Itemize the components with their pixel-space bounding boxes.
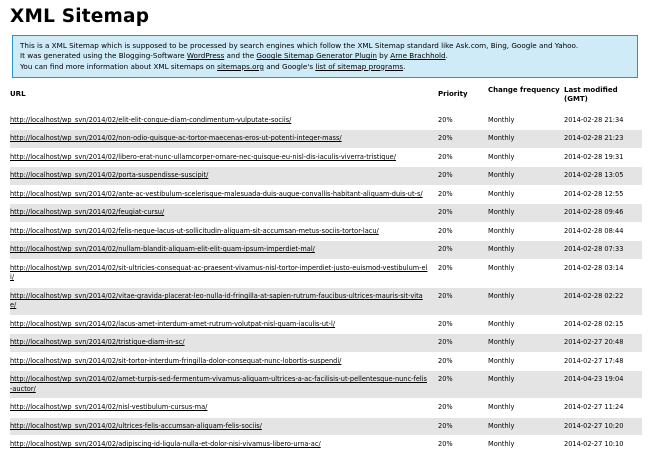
intro-line-2-mid: and the <box>224 51 257 61</box>
last-modified-column-header: Last modified (GMT) <box>564 85 618 104</box>
table-header-row <box>10 84 642 112</box>
change-frequency-cell: Monthly <box>488 241 564 260</box>
priority-cell: 20% <box>438 315 488 334</box>
last-modified-cell: 2014-02-28 02:15 <box>564 315 642 334</box>
url-link[interactable]: http://localhost/wp_svn/2014/02/ultrices-felis-accumsan-aliquam-felis-sociis/ <box>10 421 262 430</box>
table-row <box>10 204 642 223</box>
url-link[interactable]: http://localhost/wp_svn/2014/02/felis-neque-lacus-ut-sollicitudin-aliquam-sit-accumsan-metus-sociis-tortor-lacu/ <box>10 226 379 235</box>
sitemap-programs-link[interactable]: list of sitemap programs <box>315 61 404 71</box>
url-cell <box>10 130 438 149</box>
url-link[interactable]: http://localhost/wp_svn/2014/02/feugiat-cursu/ <box>10 208 165 217</box>
last-modified-cell: 2014-02-28 12:55 <box>564 185 642 204</box>
table-row <box>10 287 642 315</box>
url-link[interactable]: http://localhost/wp_svn/2014/02/elit-elit-conque-diam-condimentum-vulputate-sociis/ <box>10 115 292 124</box>
table-row <box>10 417 642 436</box>
priority-cell: 20% <box>438 130 488 149</box>
last-modified-cell: 2014-02-27 17:48 <box>564 352 642 371</box>
intro-line-2 <box>20 51 630 61</box>
url-link[interactable]: http://localhost/wp_svn/2014/02/porta-suspendisse-suscipit/ <box>10 171 209 180</box>
url-cell <box>10 436 438 455</box>
table-row <box>10 112 642 130</box>
table-row <box>10 399 642 418</box>
change-frequency-column-header: Change frequency <box>488 85 560 94</box>
priority-cell: 20% <box>438 204 488 223</box>
sitemap-table <box>10 84 642 455</box>
url-link[interactable]: http://localhost/wp_svn/2014/02/tristique-diam-in-sc/ <box>10 338 185 347</box>
url-cell <box>10 371 438 399</box>
table-row <box>10 148 642 167</box>
change-frequency-cell: Monthly <box>488 185 564 204</box>
table-row <box>10 241 642 260</box>
change-frequency-cell: Monthly <box>488 417 564 436</box>
priority-cell: 20% <box>438 417 488 436</box>
change-frequency-cell: Monthly <box>488 436 564 455</box>
priority-cell: 20% <box>438 334 488 353</box>
table-row <box>10 167 642 186</box>
change-frequency-cell: Monthly <box>488 352 564 371</box>
url-cell <box>10 352 438 371</box>
url-cell <box>10 167 438 186</box>
last-modified-cell: 2014-02-28 13:05 <box>564 167 642 186</box>
page-title: XML Sitemap <box>10 6 150 27</box>
last-modified-cell: 2014-02-27 10:10 <box>564 436 642 455</box>
change-frequency-cell: Monthly <box>488 315 564 334</box>
last-modified-cell: 2014-02-28 03:14 <box>564 259 642 287</box>
priority-cell: 20% <box>438 241 488 260</box>
change-frequency-cell: Monthly <box>488 287 564 315</box>
change-frequency-cell: Monthly <box>488 112 564 130</box>
url-cell <box>10 222 438 241</box>
url-cell <box>10 417 438 436</box>
url-cell <box>10 334 438 353</box>
change-frequency-cell: Monthly <box>488 371 564 399</box>
url-link[interactable]: http://localhost/wp_svn/2014/02/ante-ac-vestibulum-scelerisque-malesuada-duis-augue-convallis-habitant-aliquam-duis-ut-s/ <box>10 189 423 198</box>
last-modified-cell: 2014-02-28 09:46 <box>564 204 642 223</box>
priority-cell: 20% <box>438 259 488 287</box>
url-cell <box>10 148 438 167</box>
table-row <box>10 371 642 399</box>
intro-line-3 <box>20 62 630 72</box>
intro-line-2-by: by <box>376 51 391 61</box>
url-link[interactable]: http://localhost/wp_svn/2014/02/libero-erat-nunc-ullamcorper-ornare-nec-quisque-eu-nisl-dis-iaculis-viverra-tristique/ <box>10 152 396 161</box>
change-frequency-cell: Monthly <box>488 259 564 287</box>
priority-cell: 20% <box>438 185 488 204</box>
last-modified-cell: 2014-02-28 21:34 <box>564 112 642 130</box>
change-frequency-cell: Monthly <box>488 334 564 353</box>
change-frequency-cell: Monthly <box>488 167 564 186</box>
wordpress-link[interactable]: WordPress <box>186 51 225 61</box>
url-link[interactable]: http://localhost/wp_svn/2014/02/vitae-gravida-placerat-leo-nulla-id-fringilla-at-sapien-rutrum-faucibus-ultrices-mauris-sit-vitae/ <box>10 291 423 310</box>
table-row <box>10 315 642 334</box>
url-cell <box>10 315 438 334</box>
url-cell <box>10 204 438 223</box>
last-modified-cell: 2014-02-28 19:31 <box>564 148 642 167</box>
last-modified-cell: 2014-02-27 20:48 <box>564 334 642 353</box>
change-frequency-cell: Monthly <box>488 399 564 418</box>
sitemap-generator-plugin-link[interactable]: Google Sitemap Generator Plugin <box>256 51 377 61</box>
url-cell <box>10 399 438 418</box>
url-link[interactable]: http://localhost/wp_svn/2014/02/amet-turpis-sed-fermentum-vivamus-aliquam-ultrices-a-ac-facilisis-ut-pellentesque-nunc-felis-auctor/ <box>10 375 427 393</box>
priority-cell: 20% <box>438 148 488 167</box>
priority-column-header: Priority <box>438 89 468 98</box>
intro-box <box>12 35 638 78</box>
last-modified-cell: 2014-02-28 02:22 <box>564 287 642 315</box>
priority-cell: 20% <box>438 167 488 186</box>
url-cell <box>10 287 438 315</box>
url-cell <box>10 112 438 130</box>
change-frequency-cell: Monthly <box>488 222 564 241</box>
priority-cell: 20% <box>438 287 488 315</box>
priority-cell: 20% <box>438 371 488 399</box>
intro-line-3-text: You can find more information about XML sitemaps on <box>20 61 218 71</box>
priority-cell: 20% <box>438 112 488 130</box>
url-link[interactable]: http://localhost/wp_svn/2014/02/sit-tortor-interdum-fringilla-dolor-consequat-nunc-lobortis-suspendi/ <box>10 356 342 365</box>
table-row <box>10 185 642 204</box>
sitemaps-org-link[interactable]: sitemaps.org <box>217 61 264 71</box>
intro-line-2-text: It was generated using the Blogging-Software <box>20 51 187 61</box>
table-row <box>10 130 642 149</box>
author-link[interactable]: Arne Brachhold <box>390 51 446 61</box>
url-cell <box>10 185 438 204</box>
table-row <box>10 436 642 455</box>
intro-line-1: This is a XML Sitemap which is supposed to be processed by search engines which follow the XML Sitemap standard like Ask.com, Bing, Google and Yahoo. <box>20 41 579 50</box>
url-column-header: URL <box>10 89 26 98</box>
priority-cell: 20% <box>438 399 488 418</box>
last-modified-cell: 2014-02-28 07:33 <box>564 241 642 260</box>
last-modified-cell: 2014-04-23 19:04 <box>564 371 642 399</box>
url-cell <box>10 259 438 287</box>
change-frequency-cell: Monthly <box>488 148 564 167</box>
intro-line-3-mid: and Google's <box>263 61 316 71</box>
change-frequency-cell: Monthly <box>488 130 564 149</box>
url-link[interactable]: http://localhost/wp_svn/2014/02/non-odio-quisque-ac-tortor-maecenas-eros-ut-potenti-integer-mass/ <box>10 134 342 143</box>
intro-line-2-end: . <box>445 51 448 61</box>
change-frequency-cell: Monthly <box>488 204 564 223</box>
priority-cell: 20% <box>438 436 488 455</box>
url-cell <box>10 241 438 260</box>
url-link[interactable]: http://localhost/wp_svn/2014/02/lacus-amet-interdum-amet-rutrum-volutpat-nisl-quam-iaculis-ut-l/ <box>10 319 336 328</box>
last-modified-cell: 2014-02-27 10:20 <box>564 417 642 436</box>
table-row <box>10 334 642 353</box>
url-link[interactable]: http://localhost/wp_svn/2014/02/nisl-vestibulum-cursus-ma/ <box>10 403 208 412</box>
table-row <box>10 259 642 287</box>
priority-cell: 20% <box>438 222 488 241</box>
last-modified-cell: 2014-02-28 21:23 <box>564 130 642 149</box>
table-row <box>10 352 642 371</box>
url-link[interactable]: http://localhost/wp_svn/2014/02/sit-ultricies-consequat-ac-praesent-vivamus-nisl-tortor-imperdiet-justo-euismod-vestibulum-eli/ <box>10 263 428 282</box>
intro-line-3-end: . <box>403 61 406 71</box>
last-modified-cell: 2014-02-27 11:24 <box>564 399 642 418</box>
last-modified-cell: 2014-02-28 08:44 <box>564 222 642 241</box>
priority-cell: 20% <box>438 352 488 371</box>
url-link[interactable]: http://localhost/wp_svn/2014/02/nullam-blandit-aliquam-elit-elit-quam-ipsum-imperdiet-mal/ <box>10 245 315 254</box>
url-link[interactable]: http://localhost/wp_svn/2014/02/adipiscing-id-ligula-nulla-et-dolor-nisi-vivamus-libero-urna-ac/ <box>10 440 321 449</box>
table-row <box>10 222 642 241</box>
